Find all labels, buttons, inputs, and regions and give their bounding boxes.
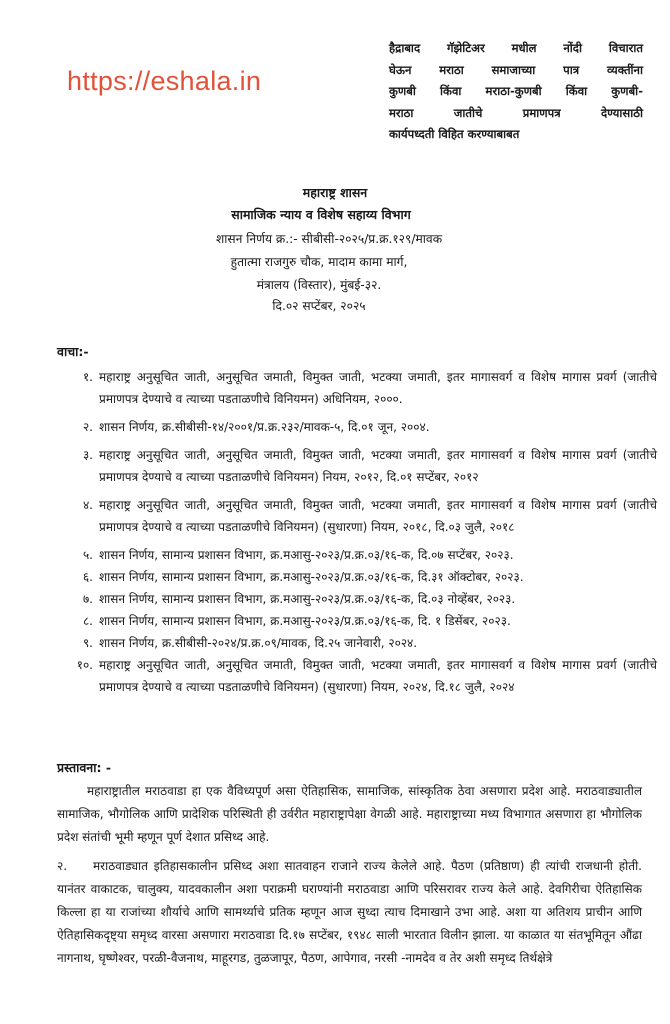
reference-item — [57, 366, 657, 410]
reference-number: ७. — [82, 592, 93, 606]
reference-item — [57, 654, 657, 698]
reference-item — [57, 494, 657, 538]
reference-item — [57, 544, 657, 566]
reference-item — [57, 444, 657, 488]
subject-line: हैद्राबाद गॅझेटिअर मधील नोंदी विचारात — [389, 41, 643, 55]
reference-text: शासन निर्णय, क्र.सीबीसी-१४/२००१/प्र.क्र.२३२/मावक-५, दि.०१ जून, २००४. — [99, 420, 430, 434]
reference-text: महाराष्ट्र अनुसूचित जाती, अनुसूचित जमाती, विमुक्त जाती, भटक्या जमाती, इतर मागासवर्ग व विशेष मागास प्रवर्ग (जातीचे प्रमाणपत्र देण्याचे व त्याच्या पडताळणीचे विनियमन) अधिनियम, २०००. — [99, 370, 657, 406]
references-label: वाचा:- — [57, 344, 89, 359]
paragraph-text: मराठवाड्यात इतिहासकालीन प्रसिध्द अशा सातवाहन राजाने राज्य केलेले आहे. पैठण (प्रतिष्ठाण) ही त्यांची राजधानी होती. यानंतर वाकाटक, चालुक्य, यादवकालीन अशा पराक्रमी घराण्यांनी मराठवाडा आणि परिसरावर राज्य केले आहे. देवगिरीचा ऐतिहासिक किल्ला हा या राजांच्या शौर्याचे आणि सामर्थ्याचे प्रतिक म्हणून आज सुध्दा त्याच दिमाखाने उभा आहे. अशा या अतिशय प्राचीन आणि ऐतिहासिकदृष्ट्या समृध्द वारसा असणारा मराठवाडा दि.१७ सप्टेंबर, १९४८ साली भारतात विलीन झाला. या काळात या संतभूमितून औंढा नागनाथ, घृष्णेश्वर, परळी-वैजनाथ, माहूरगड, तुळजापूर, पैठण, आपेगाव, नरसी -नामदेव व तेर अशी समृध्द तिर्थक्षेत्रे — [57, 859, 642, 965]
gr-number: शासन निर्णय क्र.:- सीबीसी-२०२५/प्र.क्र.१२९/मावक — [215, 232, 443, 246]
gr-date: दि.०२ सप्टेंबर, २०२५ — [272, 299, 366, 313]
reference-item — [57, 566, 657, 588]
reference-number: ९. — [82, 636, 93, 650]
watermark-url: https://eshala.in — [67, 66, 262, 96]
reference-number: ५. — [82, 548, 93, 562]
reference-number: ८. — [82, 614, 93, 628]
address-line-2: मंत्रालय (विस्तार), मुंबई-३२. — [256, 278, 382, 292]
reference-number: ४. — [82, 498, 93, 512]
subject-line: घेऊन मराठा समाजाच्या पात्र व्यक्तींना — [389, 62, 643, 77]
paragraph-number: २. — [57, 859, 68, 873]
reference-item — [57, 632, 657, 654]
department-name: सामाजिक न्याय व विशेष सहाय्य विभाग — [231, 207, 411, 222]
reference-text: महाराष्ट्र अनुसूचित जाती, अनुसूचित जमाती, विमुक्त जाती, भटक्या जमाती, इतर मागासवर्ग व विशेष मागास प्रवर्ग (जातीचे प्रमाणपत्र देण्याचे व त्याच्या पडताळणीचे विनियमन) (सुधारणा) नियम, २०२४, दि.१८ जुलै, २०२४ — [99, 658, 657, 694]
reference-item — [57, 588, 657, 610]
preamble-paragraph-2 — [57, 855, 642, 970]
reference-text: शासन निर्णय, सामान्य प्रशासन विभाग, क्र.मआसु-२०२३/प्र.क्र.०३/१६-क, दि.०७ सप्टेंबर, २०२३. — [99, 548, 514, 562]
reference-item — [57, 416, 657, 438]
reference-number: १०. — [76, 658, 93, 672]
reference-number: २. — [82, 420, 93, 434]
reference-number: १. — [82, 370, 93, 384]
reference-text: महाराष्ट्र अनुसूचित जाती, अनुसूचित जमाती, विमुक्त जाती, भटक्या जमाती, इतर मागासवर्ग व विशेष मागास प्रवर्ग (जातीचे प्रमाणपत्र देण्याचे व त्याच्या पडताळणीचे विनियमन) (सुधारणा) नियम, २०१८, दि.०३ जुलै, २०१८ — [99, 498, 657, 534]
subject-line: कुणबी किंवा मराठा-कुणबी किंवा कुणबी- — [389, 84, 643, 98]
reference-text: शासन निर्णय, सामान्य प्रशासन विभाग, क्र.मआसु-२०२३/प्र.क्र.०३/१६-क, दि.०३ नोव्हेंबर, २०२३. — [99, 592, 516, 606]
preamble-paragraph-1: महाराष्ट्रातील मराठवाडा हा एक वैविध्यपूर्ण असा ऐतिहासिक, सामाजिक, सांस्कृतिक ठेवा असणारा प्रदेश आहे. मराठवाड्यातील सामाजिक, भौगोलिक आणि प्रादेशिक परिस्थिती ही उर्वरीत महाराष्ट्रापेक्षा वेगळी आहे. महाराष्ट्राच्या मध्य विभागात असणारा हा भौगोलिक प्रदेश संतांची भूमी म्हणून पूर्ण देशात प्रसिध्द आहे. — [57, 784, 642, 844]
reference-number: ६. — [82, 570, 93, 584]
preamble-label: प्रस्तावना: - — [57, 760, 112, 775]
reference-number: ३. — [82, 448, 93, 462]
reference-text: शासन निर्णय, सामान्य प्रशासन विभाग, क्र.मआसु-२०२३/प्र.क्र.०३/१६-क, दि. १ डिसेंबर, २०२३. — [99, 614, 511, 628]
subject-line: कार्यपध्दती विहित करण्याबाबत — [389, 127, 520, 141]
reference-text: महाराष्ट्र अनुसूचित जाती, अनुसूचित जमाती, विमुक्त जाती, भटक्या जमाती, इतर मागासवर्ग व विशेष मागास प्रवर्ग (जातीचे प्रमाणपत्र देण्याचे व त्याच्या पडताळणीचे विनियमन) नियम, २०१२, दि.०१ सप्टेंबर, २०१२ — [99, 448, 657, 484]
reference-item — [57, 610, 657, 632]
subject-block — [389, 38, 643, 146]
references-list — [57, 366, 657, 698]
government-title: महाराष्ट्र शासन — [302, 185, 368, 200]
address-line-1: हुतात्मा राजगुरु चौक, मादाम कामा मार्ग, — [230, 255, 408, 269]
reference-text: शासन निर्णय, सामान्य प्रशासन विभाग, क्र.मआसु-२०२३/प्र.क्र.०३/१६-क, दि.३१ ऑक्टोबर, २०२३. — [99, 570, 524, 584]
reference-text: शासन निर्णय, क्र.सीबीसी-२०२४/प्र.क्र.०९/मावक, दि.२५ जानेवारी, २०२४. — [99, 636, 418, 650]
subject-line: मराठा जातीचे प्रमाणपत्र देण्यासाठी — [389, 105, 643, 120]
